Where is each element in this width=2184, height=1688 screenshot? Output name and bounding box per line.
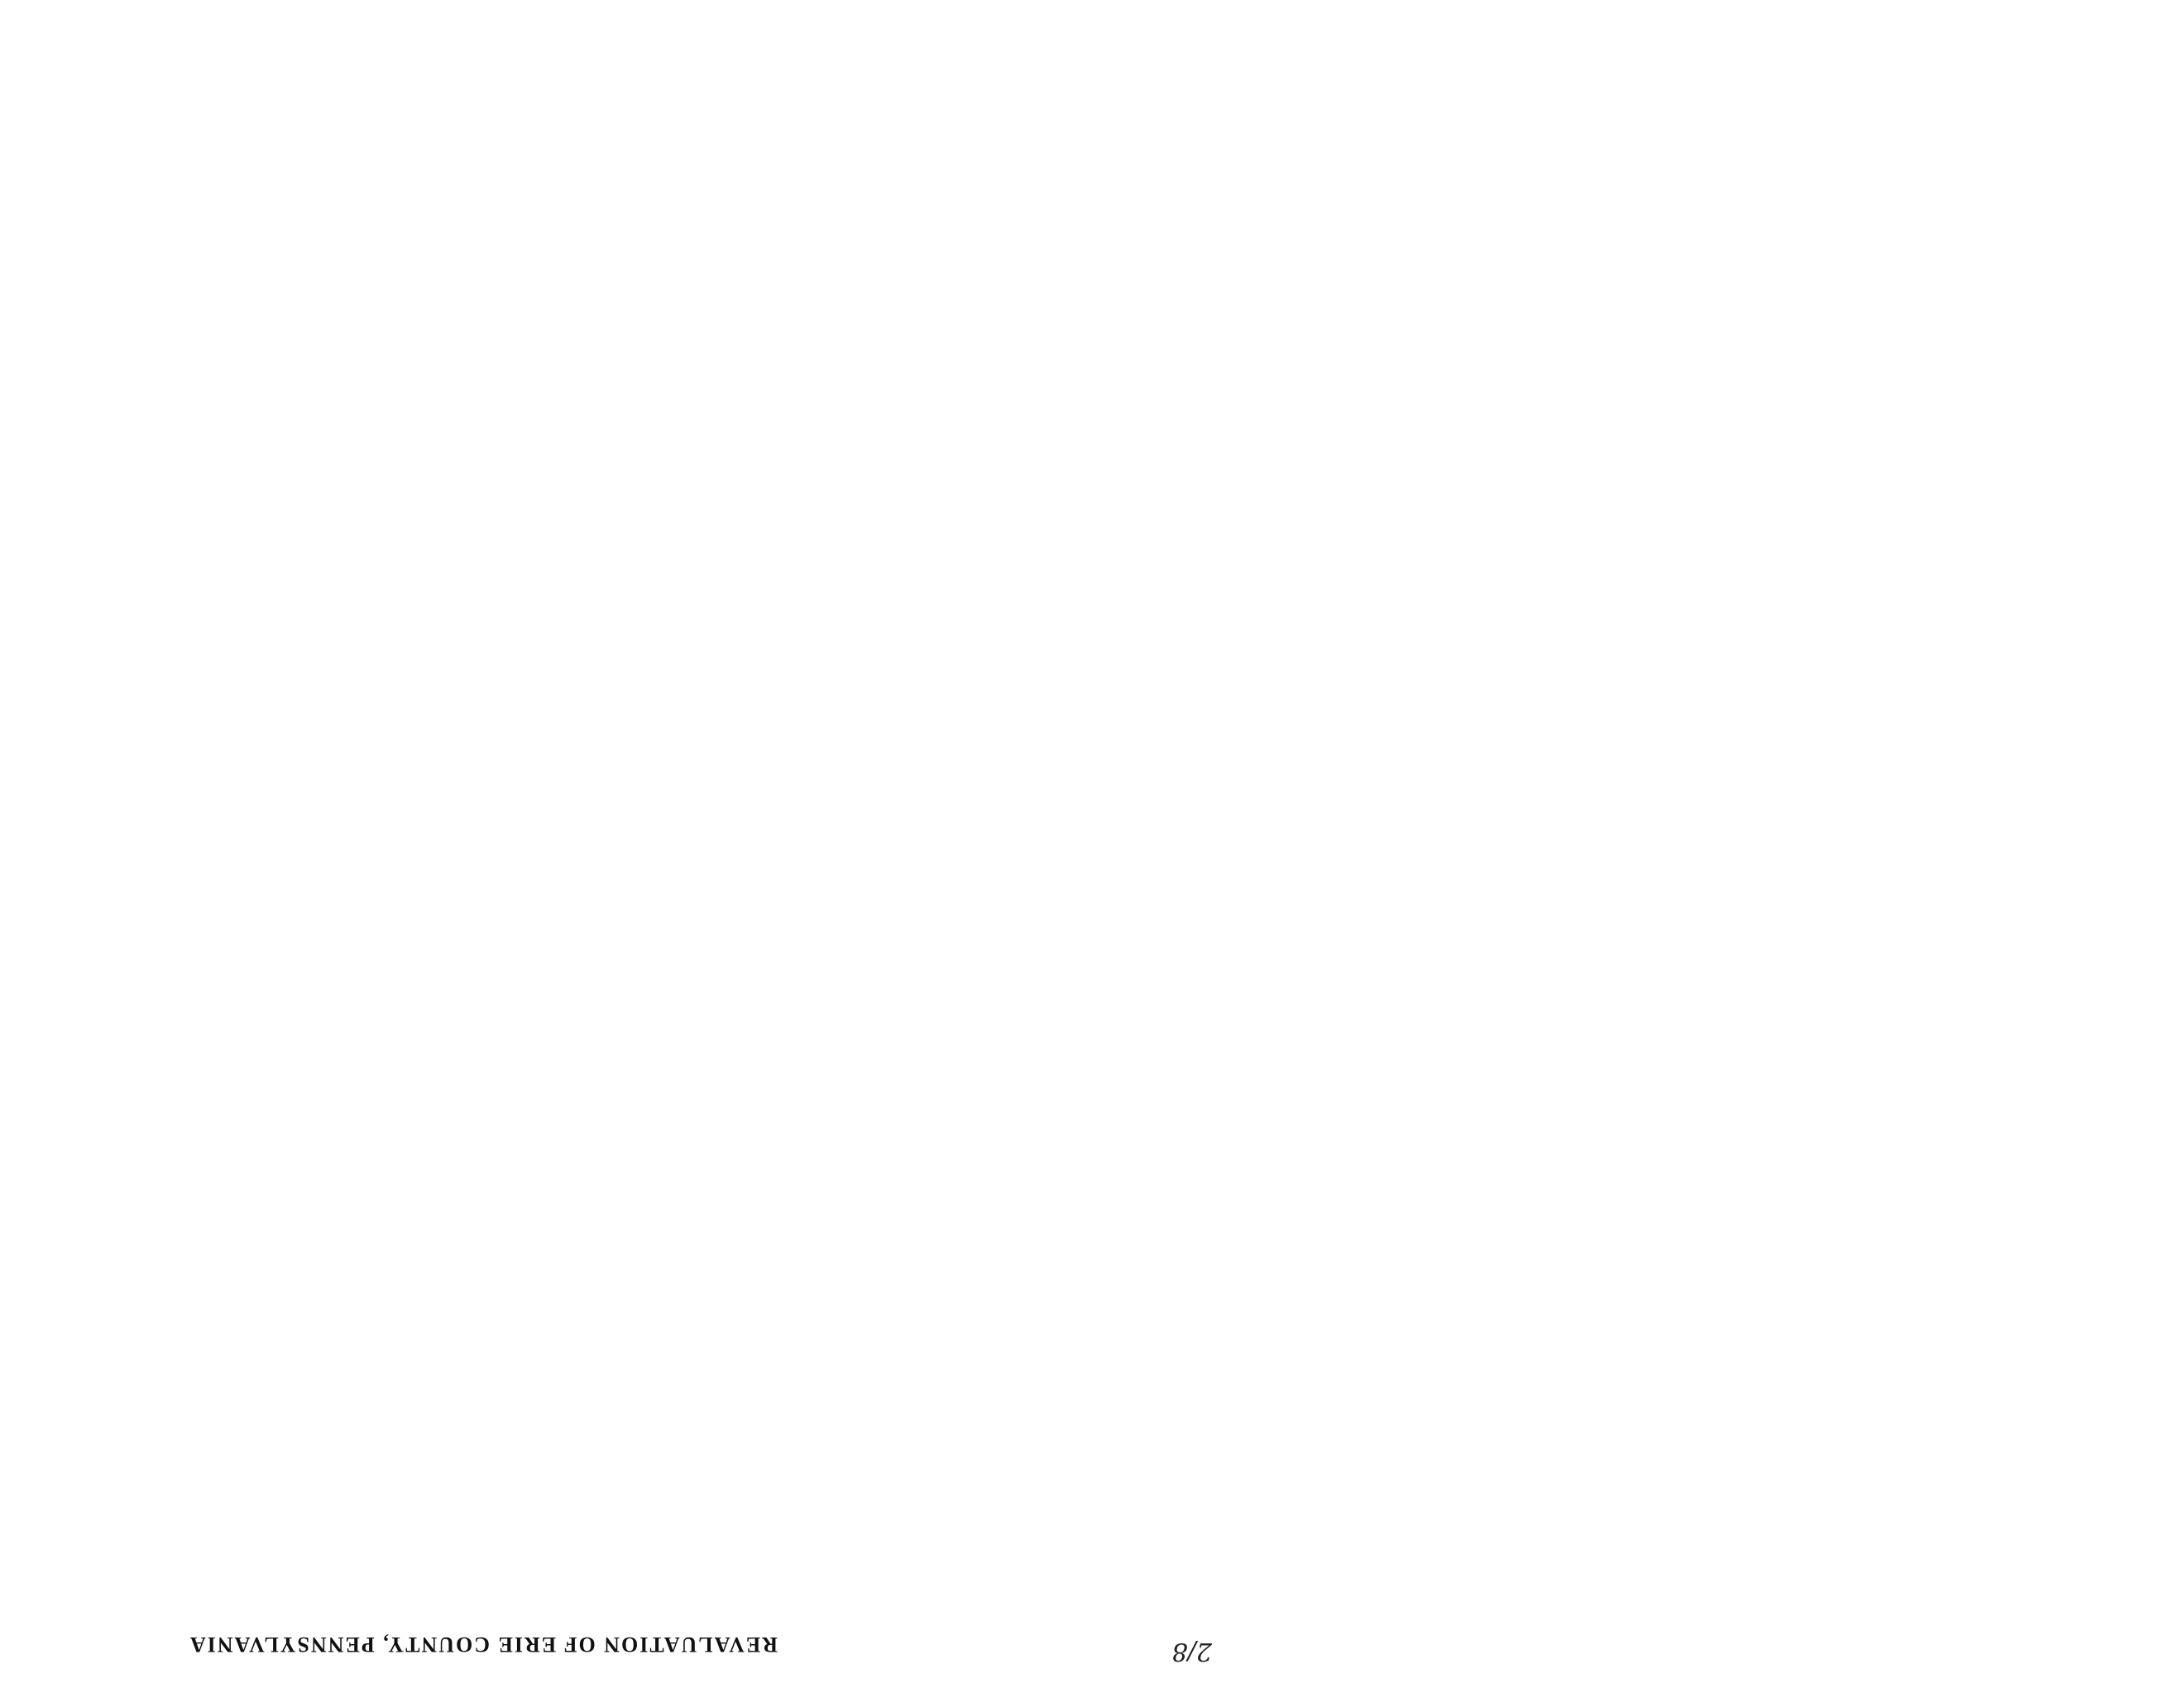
revaluation-title: REVALUATION OF ERIE COUNTY, PENNSYLVANIA [188,1633,778,1657]
header-handwritten-mark: 2/8 [1171,1637,1212,1666]
